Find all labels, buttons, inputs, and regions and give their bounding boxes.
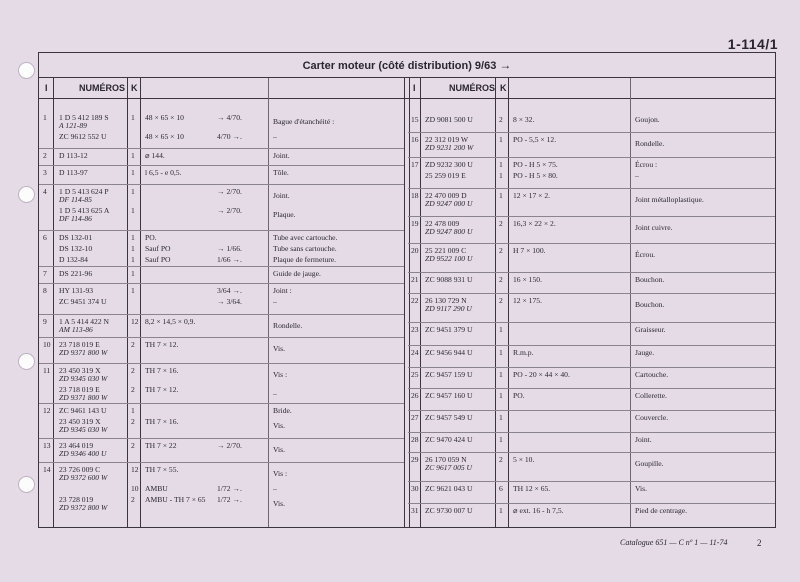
item-number: 12 <box>43 406 51 415</box>
quantity: 1 <box>131 286 135 295</box>
row-separator <box>408 132 775 133</box>
part-description: Bouchon. <box>635 300 665 309</box>
part-number-alt: DF 114-86 <box>59 214 92 223</box>
part-number: 25 259 019 E <box>425 171 466 180</box>
part-number: ZC 9457 159 U <box>425 370 473 379</box>
quantity: 1 <box>499 435 503 444</box>
item-number: 16 <box>411 135 419 144</box>
binder-hole-lower <box>18 353 35 370</box>
quantity: 1 <box>499 413 503 422</box>
item-number: 6 <box>43 233 47 242</box>
part-description: Goujon. <box>635 115 660 124</box>
col-rule-left-1 <box>53 78 54 527</box>
item-number: 7 <box>43 269 47 278</box>
row-separator <box>408 410 775 411</box>
item-number: 22 <box>411 296 419 305</box>
item-number: 1 <box>43 113 47 122</box>
date-marker: → 2/70. <box>217 187 242 196</box>
dimension: TH 7 × 12. <box>145 340 179 349</box>
footer-catalog: Catalogue 651 — C nº 1 — 11-74 <box>620 538 728 547</box>
dimension: PO - H 5 × 75. <box>513 160 558 169</box>
quantity: 1 <box>499 391 503 400</box>
item-number: 17 <box>411 160 419 169</box>
dimension: Sauf PO <box>145 255 171 264</box>
dimension: R.m.p. <box>513 348 534 357</box>
quantity: 2 <box>499 455 503 464</box>
part-number: D 132-84 <box>59 255 88 264</box>
part-number: 23 450 319 X <box>59 366 101 375</box>
row-separator <box>408 345 775 346</box>
part-number: DS 132-10 <box>59 244 93 253</box>
header-qty: K <box>131 83 138 93</box>
header-qty-right: K <box>500 83 507 93</box>
part-number-alt: ZD 9346 400 U <box>59 449 107 458</box>
part-number: ZC 9621 043 U <box>425 484 473 493</box>
dimension: 8 × 32. <box>513 115 535 124</box>
dimension: 16,3 × 22 × 2. <box>513 219 556 228</box>
date-marker: 1/66 →. <box>217 255 242 264</box>
quantity: 6 <box>499 484 503 493</box>
quantity: 1 <box>499 506 503 515</box>
date-marker: → 3/64. <box>217 297 242 306</box>
part-description: Tôle. <box>273 168 289 177</box>
part-number: 1 D 5 413 625 A <box>59 206 110 215</box>
part-description: – <box>635 171 639 180</box>
row-separator <box>39 266 404 267</box>
date-marker: 1/72 →. <box>217 484 242 493</box>
part-description: Rondelle. <box>635 139 665 148</box>
dimension: l 6,5 - e 0,5. <box>145 168 182 177</box>
quantity: 2 <box>499 275 503 284</box>
item-number: 19 <box>411 219 419 228</box>
col-rule-left-2 <box>127 78 128 527</box>
part-description: Pied de centrage. <box>635 506 688 515</box>
quantity: 1 <box>131 233 135 242</box>
dimension: H 7 × 100. <box>513 246 546 255</box>
header-numbers: NUMÉROS <box>79 83 126 93</box>
part-description: Écrou : <box>635 160 658 169</box>
item-number: 27 <box>411 413 419 422</box>
part-number-alt: ZD 9117 290 U <box>425 304 472 313</box>
dimension: PO - 20 × 44 × 40. <box>513 370 570 379</box>
item-number: 31 <box>411 506 419 515</box>
part-number: ZC 9470 424 U <box>425 435 473 444</box>
part-number-alt: ZD 9345 030 W <box>59 374 108 383</box>
item-number: 24 <box>411 348 419 357</box>
row-separator <box>408 322 775 323</box>
part-description: Joint. <box>273 191 290 200</box>
quantity: 2 <box>131 441 135 450</box>
dimension: AMBU - TH 7 × 65 <box>145 495 206 504</box>
page-reference: 1-114/1 <box>727 36 778 52</box>
part-number: 25 221 009 C <box>425 246 467 255</box>
header-item: I <box>45 83 48 93</box>
part-number: ZC 9088 931 U <box>425 275 473 284</box>
dimension: PO - H 5 × 80. <box>513 171 558 180</box>
dimension: ⌀ ext. 16 - h 7,5. <box>513 506 564 515</box>
quantity: 1 <box>131 151 135 160</box>
dimension: PO. <box>513 391 525 400</box>
dimension: Sauf PO <box>145 244 171 253</box>
dimension: PO - 5,5 × 12. <box>513 135 557 144</box>
row-separator <box>408 388 775 389</box>
col-rule-right-3 <box>508 78 509 527</box>
item-number: 2 <box>43 151 47 160</box>
part-number-alt: ZD 9372 600 W <box>59 473 108 482</box>
row-separator <box>39 438 404 439</box>
item-number: 26 <box>411 391 419 400</box>
part-description: Joint : <box>273 286 292 295</box>
item-number: 11 <box>43 366 51 375</box>
quantity: 1 <box>131 406 135 415</box>
dimension: 8,2 × 14,5 × 0,9. <box>145 317 196 326</box>
part-description: Jauge. <box>635 348 655 357</box>
header-numbers-right: NUMÉROS <box>449 83 496 93</box>
quantity: 1 <box>131 168 135 177</box>
part-number: HY 131-93 <box>59 286 94 295</box>
part-description: Vis. <box>273 421 285 430</box>
part-number-alt: ZD 9247 000 U <box>425 199 473 208</box>
date-marker: → 1/66. <box>217 244 242 253</box>
quantity: 1 <box>131 206 135 215</box>
item-number: 20 <box>411 246 419 255</box>
part-description: Joint. <box>273 151 290 160</box>
dimension: ⌀ 144. <box>145 151 165 160</box>
quantity: 1 <box>499 135 503 144</box>
dimension: 12 × 17 × 2. <box>513 191 551 200</box>
item-number: 28 <box>411 435 419 444</box>
part-number: 1 A 5 414 422 N <box>59 317 109 326</box>
item-number: 29 <box>411 455 419 464</box>
dimension: 5 × 10. <box>513 455 535 464</box>
part-number: 23 464 019 <box>59 441 94 450</box>
part-description: Vis. <box>273 445 285 454</box>
quantity: 2 <box>131 366 135 375</box>
part-number: 23 726 009 C <box>59 465 101 474</box>
table-title <box>39 53 775 78</box>
binder-hole-middle <box>18 186 35 203</box>
row-separator <box>408 293 775 294</box>
part-number: DS 221-96 <box>59 269 93 278</box>
part-number: ZC 9451 379 U <box>425 325 473 334</box>
row-separator <box>39 148 404 149</box>
item-number: 15 <box>411 115 419 124</box>
part-number-alt: AM 113-86 <box>59 325 93 334</box>
row-separator <box>408 503 775 504</box>
date-marker: → 2/70. <box>217 441 242 450</box>
date-marker: 1/72 →. <box>217 495 242 504</box>
date-marker: → 4/70. <box>217 113 242 122</box>
dimension: 48 × 65 × 10 <box>145 113 184 122</box>
part-description: Vis : <box>273 370 288 379</box>
row-separator <box>408 432 775 433</box>
date-marker: 3/64 →. <box>217 286 242 295</box>
part-description: Goupille. <box>635 459 664 468</box>
footer-page-number: 2 <box>757 538 762 548</box>
part-description: Plaque de fermeture. <box>273 255 337 264</box>
part-number-alt: DF 114-85 <box>59 195 92 204</box>
row-separator <box>408 481 775 482</box>
part-number: 26 170 059 N <box>425 455 467 464</box>
quantity: 2 <box>131 417 135 426</box>
part-number: 22 312 019 W <box>425 135 469 144</box>
quantity: 1 <box>131 113 135 122</box>
item-number: 3 <box>43 168 47 177</box>
quantity: 2 <box>131 385 135 394</box>
item-number: 25 <box>411 370 419 379</box>
part-number: ZC 9451 374 U <box>59 297 107 306</box>
part-number-alt: ZD 9247 800 U <box>425 227 473 236</box>
row-separator <box>39 165 404 166</box>
part-number: 22 470 009 D <box>425 191 467 200</box>
part-number: ZC 9457 160 U <box>425 391 473 400</box>
part-number: 23 450 319 X <box>59 417 101 426</box>
part-number: 22 478 009 <box>425 219 460 228</box>
part-number-alt: ZC 9617 005 U <box>425 463 473 472</box>
dimension: PO. <box>145 233 157 242</box>
quantity: 10 <box>131 484 139 493</box>
row-separator <box>408 452 775 453</box>
part-number-alt: ZD 9522 100 U <box>425 254 473 263</box>
item-number: 9 <box>43 317 47 326</box>
col-rule-left-4 <box>268 78 269 527</box>
dimension: TH 7 × 22 <box>145 441 177 450</box>
dimension: TH 7 × 12. <box>145 385 179 394</box>
part-number: ZC 9457 549 U <box>425 413 473 422</box>
col-rule-right-1 <box>420 78 421 527</box>
date-marker: 4/70 →. <box>217 132 242 141</box>
quantity: 1 <box>131 187 135 196</box>
part-number: ZC 9612 552 U <box>59 132 107 141</box>
part-number: D 113-12 <box>59 151 88 160</box>
dimension: TH 7 × 16. <box>145 417 179 426</box>
col-rule-right-4 <box>630 78 631 527</box>
part-number-alt: ZD 9345 030 W <box>59 425 108 434</box>
quantity: 1 <box>131 244 135 253</box>
item-number: 4 <box>43 187 47 196</box>
part-description: Vis. <box>273 499 285 508</box>
quantity: 1 <box>499 191 503 200</box>
part-description: Joint. <box>635 435 652 444</box>
part-description: Collerette. <box>635 391 667 400</box>
quantity: 1 <box>131 255 135 264</box>
quantity: 1 <box>499 171 503 180</box>
parts-table <box>38 52 776 528</box>
quantity: 2 <box>499 246 503 255</box>
part-number: ZD 9081 500 U <box>425 115 473 124</box>
part-description: – <box>273 132 277 141</box>
row-separator <box>39 337 404 338</box>
quantity: 2 <box>499 296 503 305</box>
part-number: 1 D 5 412 189 S <box>59 113 109 122</box>
part-description: Vis : <box>273 469 288 478</box>
quantity: 2 <box>131 495 135 504</box>
dimension: TH 7 × 16. <box>145 366 179 375</box>
part-number: 23 718 019 E <box>59 340 100 349</box>
part-description: Écrou. <box>635 250 656 259</box>
col-rule-right-2 <box>495 78 496 527</box>
quantity: 1 <box>499 325 503 334</box>
row-separator <box>39 314 404 315</box>
part-description: Plaque. <box>273 210 296 219</box>
item-number: 23 <box>411 325 419 334</box>
dimension: TH 7 × 55. <box>145 465 179 474</box>
item-number: 8 <box>43 286 47 295</box>
row-separator <box>39 403 404 404</box>
dimension: 16 × 150. <box>513 275 542 284</box>
dimension: 48 × 65 × 10 <box>145 132 184 141</box>
quantity: 1 <box>499 348 503 357</box>
part-number: ZC 9461 143 U <box>59 406 107 415</box>
quantity: 12 <box>131 465 139 474</box>
part-number-alt: ZD 9372 800 W <box>59 503 108 512</box>
part-number: 23 728 019 <box>59 495 94 504</box>
date-marker: → 2/70. <box>217 206 242 215</box>
dimension: TH 12 × 65. <box>513 484 551 493</box>
quantity: 2 <box>499 219 503 228</box>
title-text: Carter moteur (côté distribution) 9/63 <box>302 60 497 72</box>
quantity: 2 <box>499 115 503 124</box>
binder-hole-top <box>18 62 35 79</box>
quantity: 2 <box>131 340 135 349</box>
part-number: ZC 9456 944 U <box>425 348 473 357</box>
part-description: Graisseur. <box>635 325 666 334</box>
part-number: 26 130 729 N <box>425 296 467 305</box>
part-description: Guide de jauge. <box>273 269 321 278</box>
part-number: D 113-97 <box>59 168 88 177</box>
quantity: 1 <box>499 370 503 379</box>
part-description: Couvercle. <box>635 413 669 422</box>
part-description: Vis. <box>273 344 285 353</box>
part-number-alt: ZD 9231 200 W <box>425 143 474 152</box>
part-description: Joint cuivre. <box>635 223 673 232</box>
part-number-alt: ZD 9371 800 W <box>59 393 108 402</box>
part-description: Joint métalloplastique. <box>635 195 704 204</box>
part-description: – <box>273 297 277 306</box>
center-double-rule <box>404 78 410 527</box>
dimension: AMBU <box>145 484 168 493</box>
row-separator <box>39 363 404 364</box>
part-description: Tube sans cartouche. <box>273 244 337 253</box>
quantity: 1 <box>499 160 503 169</box>
item-number: 14 <box>43 465 51 474</box>
row-separator <box>408 243 775 244</box>
row-separator <box>408 216 775 217</box>
part-description: Tube avec cartouche. <box>273 233 338 242</box>
row-separator <box>408 272 775 273</box>
part-number: ZC 9730 007 U <box>425 506 473 515</box>
part-description: Rondelle. <box>273 321 303 330</box>
part-description: – <box>273 389 277 398</box>
part-description: Bouchon. <box>635 275 665 284</box>
header-item-right: I <box>413 83 416 93</box>
part-description: Vis. <box>635 484 647 493</box>
row-separator <box>408 157 775 158</box>
row-separator <box>39 230 404 231</box>
dimension: 12 × 175. <box>513 296 542 305</box>
row-separator <box>408 188 775 189</box>
part-description: Bague d'étanchéité : <box>273 117 335 126</box>
quantity: 1 <box>131 269 135 278</box>
part-number-alt: ZD 9371 800 W <box>59 348 108 357</box>
item-number: 21 <box>411 275 419 284</box>
item-number: 10 <box>43 340 51 349</box>
row-separator <box>39 184 404 185</box>
part-number: 23 718 019 E <box>59 385 100 394</box>
part-number: DS 132-01 <box>59 233 93 242</box>
binder-hole-bottom <box>18 476 35 493</box>
col-rule-left-3 <box>140 78 141 527</box>
part-number-alt: A 121-89 <box>59 121 87 130</box>
item-number: 30 <box>411 484 419 493</box>
row-separator <box>39 462 404 463</box>
quantity: 12 <box>131 317 139 326</box>
part-description: Cartouche. <box>635 370 669 379</box>
row-separator <box>39 283 404 284</box>
row-separator <box>408 367 775 368</box>
item-number: 13 <box>43 441 51 450</box>
part-number: 1 D 5 413 624 P <box>59 187 109 196</box>
part-description: Bride. <box>273 406 292 415</box>
part-description: – <box>273 484 277 493</box>
title-arrow: → <box>499 58 512 72</box>
item-number: 18 <box>411 191 419 200</box>
part-number: ZD 9232 300 U <box>425 160 473 169</box>
